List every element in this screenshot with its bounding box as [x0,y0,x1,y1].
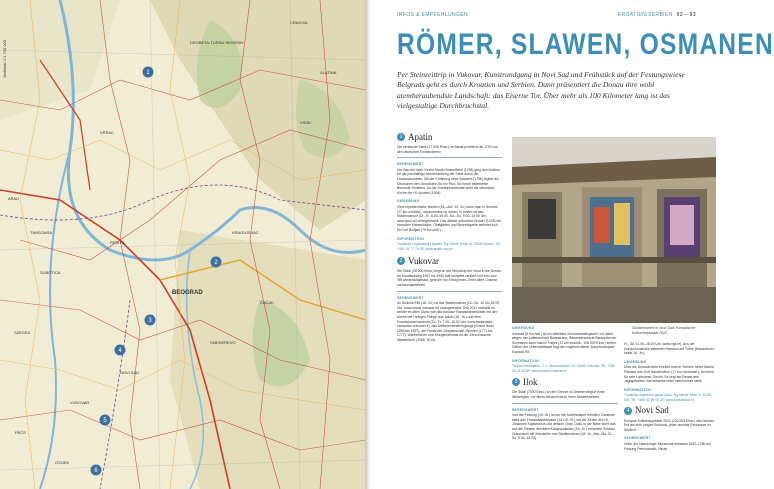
city-label: ČAČAK [260,300,274,305]
running-head-left: INFOS & EMPFEHLUNGEN [397,12,469,18]
section-around: Über die Donaubrücke erreicht man in Serbien hinter Bačka Palanka das Dorf Karađorđevo (17 km nordwestl.), berühmt für sein Lipizzaner-Gestüt. Es liegt am Rande des Jagdgebietes, das teilweise unter Naturschutz steht. [624,365,714,384]
column-middle [512,326,618,444]
city-label: SLATINA [320,70,337,75]
section-number: 4 [624,407,632,415]
map-marker-number: 1 [146,70,150,76]
city-label: SZEGED [14,330,31,335]
section-title: Vukovar [408,255,439,266]
city-label: VIDIN [300,120,311,125]
section-sights: Im Schloss Eltz (18. Jh.) ist das Stadtmuseum (Di.–So. 10.00–18.00 Uhr, www.muzej-vukovar.hr) untergebracht. Seit 2011 erstrahlt es wieder im alten Glanz wie das barocke Franziskanerkloster mit der Kirche der Heiligen Philipp und Jakob (18. Jh.) und dem Franziskanermuseum (Di.–Fr. 7.00–15.00 Uhr, www.franjevacki-samostan-vukovar.hr), das Artilleriehemdlehrgangs (Grand Hotel, 1895 bis 1897), der Palast der Gespanschaft Syrmien (1771 bis 1777). Wahrzeichen und Kriegsmahnmal ist der Zerschossene Wasserturm (1968, 50 m). [397,301,500,342]
city-label: REȘIȚA [110,240,125,245]
running-head-region: KROATIEN/SERBIEN [617,12,673,18]
book-spine [365,0,373,489]
map-marker-number: 3 [148,318,152,324]
section-around: Viele repräsentative Bauten (18.–Anf. 20. Jh.) kann man in Sombor (17 km nordöstl., www.sombor.rs) sehen. In einem ist das Stadtmuseum (Di.–Fr. 8.30–19.00, Sa.–So. 9.00–13.00 Uhr, www.gmu.rs) untergebracht. Das älteste orthodoxe Kloster (1478) mit barocken Marienkirche, Obstgärten und Mineralquelle befindet sich im Dorf Bođjani (70 km südl.). [397,204,502,232]
section-info: Turistička Organizacija Apatin, Trg Nikole Tesle 14, 25260 Apatin, Tel. +381 25 77 75 55, www.apatin.org.rs [397,242,501,251]
divider [397,157,502,158]
map-scale: Maßstab 1:1 750 000 [2,40,7,78]
city-label: OSIJEK [55,460,70,465]
section-title: Ilok [523,377,538,388]
section-heading-apatin [397,133,502,141]
divider [512,403,618,404]
section-number: 1 [397,133,405,141]
map-marker-number: 5 [103,418,107,424]
map-graphic [0,0,366,489]
section-sights: Unter der Habsburger Monarchie entstand 1692–1780 die Festung Petrovaradin. Heute [624,441,711,451]
label-around: UMGEBUNG [624,359,647,364]
section-intro: Europas Kulturhauptstadt 2022 (232 000 Einw.) wird seinem Ruf als sehr jungen Einbruck, jeder sechste Einwohner ist Student. [624,418,715,432]
city-label: VUKOVAR [70,400,90,405]
label-around: UMGEBUNG [397,199,420,204]
section-intro: Die serbische Stadt (17 000 Einw.) im Banat profitierte ab 1750 von den deutschen Einwanderern. [397,145,499,154]
city-label: PEČS [15,430,26,435]
street-photo [512,137,716,323]
label-info: INFORMATION [624,387,651,392]
section-info: Turistička zajednica grada Iloka, Trg Nikole Tesle 5, 32236 Ilok, Tel. +385 32 59 00 20, www.turizamilok.hr [624,393,712,402]
section-number: 2 [397,257,405,265]
section-info: Tourist-Information, J. J. Strossmayera 15, 32000 Vukovar, Tel. +385 32 44 28 89, www.turizamvukovar.hr [512,364,615,373]
section-intro: Die Stadt (7000 Einw.) an der Grenze zu Serbien liegt in einer Weinregion, vor allem bekannt durch ihren Dessertweinen. [512,390,605,399]
label-info: INFORMATION [512,358,539,363]
city-label: TIMIȘOARA [30,230,53,235]
column-right [624,342,716,454]
map-marker-number: 2 [214,260,218,266]
city-label: KRAGUJEVAC [232,230,259,235]
article-page [373,0,774,489]
label-sights: SEHENSWERT [624,436,651,441]
section-around: Vučedol (6 km östl.) ist ein beliebtes Sommerausflugsziel, vor allem wegen der Adlerinsel mit Badestrand. Bemerkenswerte Bauwerke der Sezession kann man in Osijek (37 km südöstl., 108 000 Einw.) sehen. Östlich der Unterstädtstadt liegt der vogelorientierte Sumpfnaturpark Kopački Rit. [512,331,617,354]
section-sights: Von der Festung (15. Jh.) ist nur die Außenmauer erhalten. Daneben steht das Franziskanerkloster (14./19. Jh.) mit der Kirche des Hl. Johannes Kapistranus und dessen Grab. Dazu in der Nähe steht das auf den Resten des alten Königspalastes (15. Jh.) errichtete Schloss Odescalchi mit Weinkeller und Stadtmuseum (18. Jh., Mai–Okt. Di.–So. 9.00–16.00). [512,413,616,441]
section-heading-ilok [512,378,618,386]
label-around: UMGEBUNG [512,326,535,330]
column-left [397,133,502,346]
continued-text: Fr., Sa. 11.00–18.00 Uhr, www.mgi.hr). Aus der Donaumonarchie stammen Hamam und Türbe (Mausoleum, beide 16. Jh.). [624,342,715,356]
map-marker-number: 6 [94,468,98,474]
section-title: Novi Sad [635,405,669,416]
section-sights: Der Bau der kath. Kirche Mariä Himmelfahrt (1798) ging dem Aufbau für die planmäßige Neubesiedlung der Stadt durch die Donauschwaben. Mit der Eröffnung einer Brauerei (1756) legten die Deutschen den Grundstein für ein Pivo, bis heute beliebteste Biersorte Serbiens. An der Donaupromenade steht die orthodoxe Kirche der Hl. Apostel (1906). [397,167,500,195]
label-sights: SEHENSWERT [397,295,424,300]
city-label: VRŠAC [100,130,114,135]
label-sights: SEHENSWERT [512,407,539,412]
section-number: 3 [512,378,520,386]
section-heading-novi-sad [624,407,716,415]
city-label: ARAD [8,196,20,201]
label-sights: SEHENSWERT [397,162,424,167]
section-title: Apatin [408,131,433,142]
label-info: INFORMATION [397,236,424,241]
map-marker-number: 4 [118,348,122,354]
article-lead: Per Steinzeittrip in Vukovar, Kunstrundgang in Novi Sad und Frühstück auf der Festungswiese Belgrads geht es durch Kroatien und Serbien. Dann präsentiert die Donau ihre wohl atemberaubendste Landschaft: das Eiserne Tor. Über mehr als 100 Kilometer lang ist das vielgestaltige Durchbruchstal. [397,70,685,111]
road-map [0,0,366,489]
running-head-right [618,12,696,18]
photo-caption: Straßenszene in Novi Sad, europäische Kulturhauptstadt 2022 [632,326,696,335]
page-numbers: 92 – 93 [676,12,696,18]
city-label: BEOGRAD [172,290,203,296]
city-label: DROBETA-TURNU SEVERIN [190,40,244,45]
article-title: RÖMER, SLAWEN, OSMANEN [397,28,774,61]
section-heading-vukovar [397,257,502,265]
city-label: SMEDEREVO [210,340,236,345]
section-intro: Die Stadt (28 000 Einw.) liegt an der Mündung der Vuka in die Donau. Im Kroatienkrieg 1991 bis 1995 fast komplett zerstört und erst zum Teil wiederaufgebaut, geht sie nur Erfolg lesen, ihren alten Charme zurückzugewinnen. [397,269,502,288]
city-label: CRAIOVA [290,20,308,25]
city-label: SUBOTICA [40,270,61,275]
city-label: NOVI SAD [120,370,140,375]
divider [397,291,502,292]
